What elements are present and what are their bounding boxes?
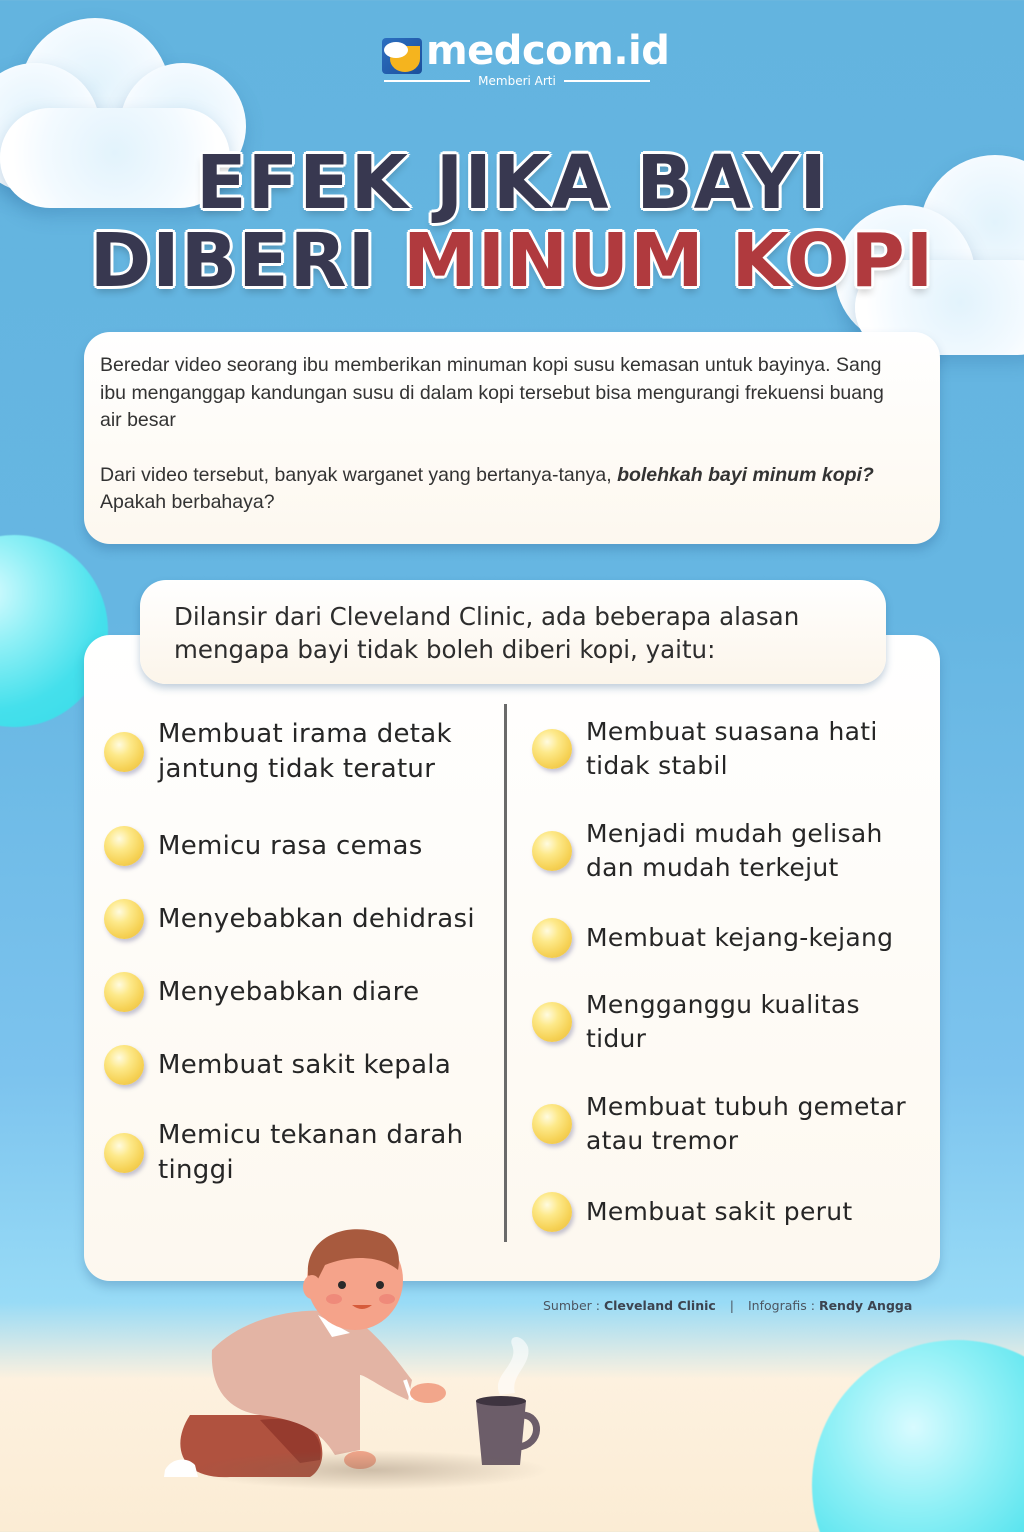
reason-text: Mengganggu kualitas tidur [586, 990, 860, 1053]
credits-separator: | [729, 1298, 734, 1313]
title-accent: MINUM KOPI [402, 218, 935, 304]
page-title [0, 140, 1024, 304]
reason-text: Menjadi mudah gelisah dan mudah terkejut [586, 819, 883, 882]
intro-text [100, 352, 890, 517]
reason-text: Menyebabkan dehidrasi [158, 903, 475, 934]
reason-text: Menyebabkan diare [158, 976, 420, 1007]
credits [543, 1298, 912, 1313]
reason-text: Memicu tekanan darah tinggi [158, 1120, 464, 1185]
reason-item [532, 817, 902, 885]
reason-item [532, 1090, 917, 1158]
reason-item [104, 826, 494, 866]
intro-paragraph-2-prefix: Dari video tersebut, banyak warganet yang bertanya-tanya, [100, 463, 618, 486]
column-divider [504, 704, 507, 1242]
reason-item [532, 715, 902, 783]
tagline-rule-right [564, 80, 650, 82]
baby-crawling-illustration [150, 1215, 570, 1532]
bullet-icon [532, 1002, 572, 1042]
bullet-icon [104, 1045, 144, 1085]
reason-item [104, 899, 504, 939]
bullet-icon [532, 729, 572, 769]
reason-text: Membuat tubuh gemetar atau tremor [586, 1092, 906, 1155]
bullet-icon [104, 1133, 144, 1173]
reason-text: Membuat kejang-kejang [586, 923, 894, 952]
reason-text: Memicu rasa cemas [158, 830, 423, 861]
source-value: Cleveland Clinic [603, 1298, 716, 1313]
tagline-rule-left [384, 80, 470, 82]
bullet-icon [104, 732, 144, 772]
bullet-icon [104, 972, 144, 1012]
bubble-bottom-right [812, 1340, 1024, 1532]
title-prefix: DIBERI [89, 218, 377, 304]
source-label: Sumber : [543, 1298, 600, 1313]
infographic-value: Rendy Angga [818, 1298, 913, 1313]
reason-text: Membuat sakit kepala [158, 1049, 452, 1080]
intro-question: bolehkah bayi minum kopi? [617, 463, 874, 486]
brand-name: medcom.id [426, 28, 670, 74]
reason-item [532, 918, 912, 958]
bullet-icon [104, 899, 144, 939]
eagle-logo-icon [382, 38, 422, 74]
bullet-icon [532, 831, 572, 871]
title-line-1: EFEK JIKA BAYI [196, 140, 828, 226]
reason-item [532, 988, 872, 1056]
intro-paragraph-2 [100, 462, 890, 517]
brand-tagline: Memberi Arti [478, 74, 556, 88]
infographic-label: Infografis : [747, 1298, 815, 1313]
bullet-icon [532, 1104, 572, 1144]
reason-item [104, 1045, 494, 1085]
intro-paragraph-1: Beredar video seorang ibu memberikan minuman kopi susu kemasan untuk bayinya. Sang ibu menganggap kandungan susu di dalam kopi tersebut bisa mengurangi frekuensi buang air besar [100, 354, 884, 431]
reason-item [104, 717, 494, 787]
reason-item [104, 972, 494, 1012]
reason-item [532, 1192, 912, 1232]
title-line-2 [0, 218, 1024, 304]
brand-logo [378, 28, 670, 90]
reason-text: Membuat sakit perut [586, 1197, 853, 1226]
intro-paragraph-2-suffix: Apakah berbahaya? [100, 491, 275, 513]
reason-text: Membuat suasana hati tidak stabil [586, 717, 878, 780]
bullet-icon [104, 826, 144, 866]
bullet-icon [532, 918, 572, 958]
reasons-heading: Dilansir dari Cleveland Clinic, ada beberapa alasan mengapa bayi tidak boleh diberi kopi, yaitu: [174, 602, 800, 664]
reason-text: Membuat irama detak jantung tidak teratur [158, 719, 452, 784]
reason-item [104, 1118, 484, 1188]
